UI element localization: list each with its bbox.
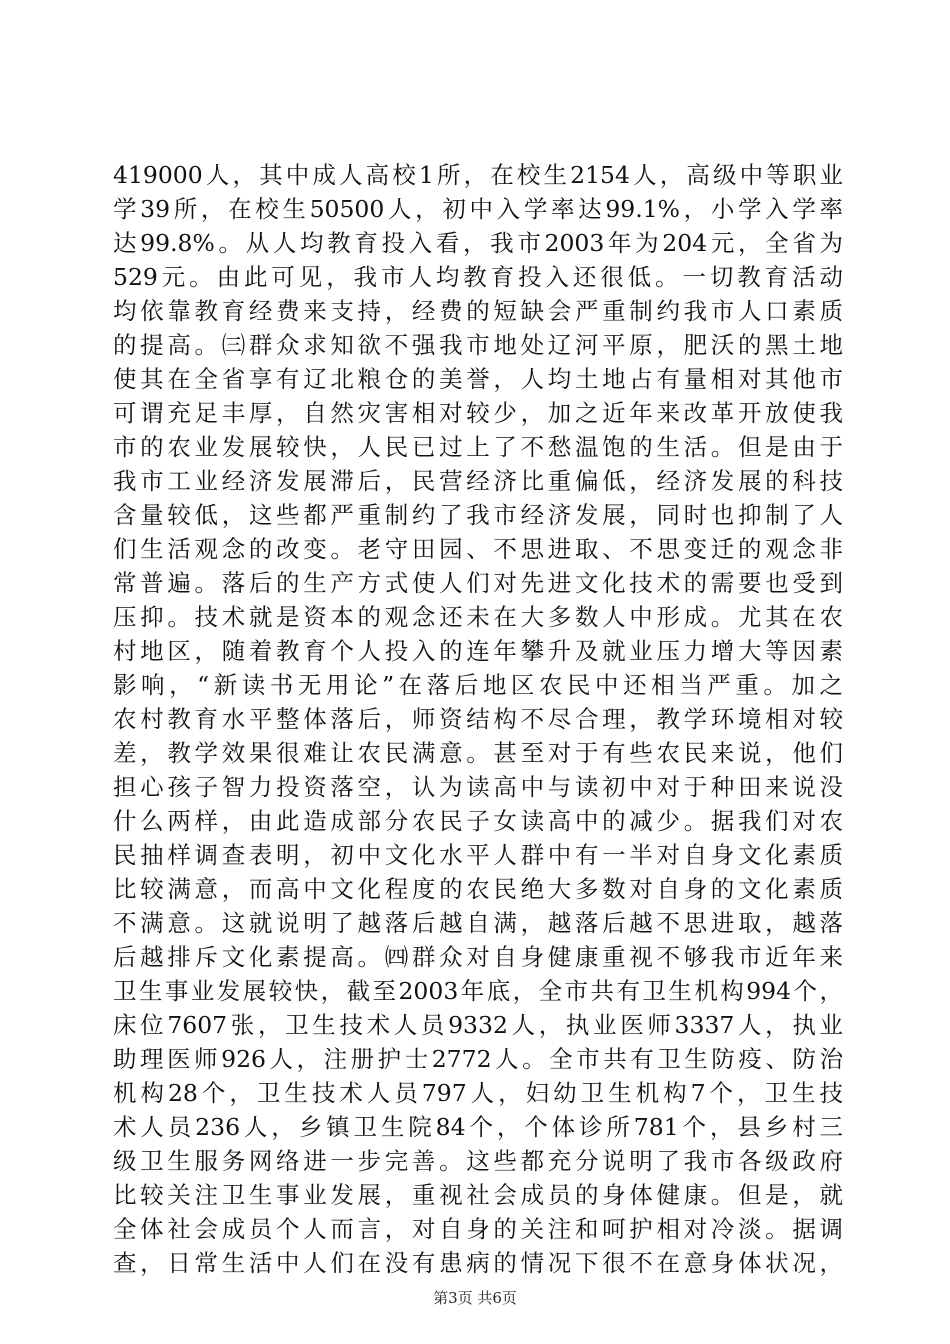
body-text-line: 级卫生服务网络进一步完善。这些都充分说明了我市各级政府 — [113, 1147, 843, 1175]
body-text-line: 助理医师926人，注册护士2772人。全市共有卫生防疫、防治 — [113, 1045, 843, 1073]
body-text-line: 使其在全省享有辽北粮仓的美誉，人均土地占有量相对其他市 — [113, 365, 843, 393]
body-text-line: 全体社会成员个人而言，对自身的关注和呵护相对冷淡。据调 — [113, 1215, 843, 1243]
body-text-line: 419000人，其中成人高校1所，在校生2154人，高级中等职业 — [113, 161, 843, 189]
body-text-line: 差，教学效果很难让农民满意。甚至对于有些农民来说，他们 — [113, 739, 843, 767]
body-text-line: 术人员236人，乡镇卫生院84个，个体诊所781个，县乡村三 — [113, 1113, 843, 1141]
body-text-line: 可谓充足丰厚，自然灾害相对较少，加之近年来改革开放使我 — [113, 399, 843, 427]
body-text-line: 我市工业经济发展滞后，民营经济比重偏低，经济发展的科技 — [113, 467, 843, 495]
body-text-line: 比较关注卫生事业发展，重视社会成员的身体健康。但是，就 — [113, 1181, 843, 1209]
body-text-line: 影响，“新读书无用论”在落后地区农民中还相当严重。加之 — [113, 671, 843, 699]
body-text-line: 卫生事业发展较快，截至2003年底，全市共有卫生机构994个， — [113, 977, 843, 1005]
body-text-line: 比较满意，而高中文化程度的农民绝大多数对自身的文化素质 — [113, 875, 843, 903]
body-text-line: 农村教育水平整体落后，师资结构不尽合理，教学环境相对较 — [113, 705, 843, 733]
body-text-line: 压抑。技术就是资本的观念还未在大多数人中形成。尤其在农 — [113, 603, 843, 631]
body-text-line: 达99.8%。从人均教育投入看，我市2003年为204元，全省为 — [113, 229, 843, 257]
body-text-line: 机构28个，卫生技术人员797人，妇幼卫生机构7个，卫生技 — [113, 1079, 843, 1107]
body-text-line: 常普遍。落后的生产方式使人们对先进文化技术的需要也受到 — [113, 569, 843, 597]
body-text-line: 的提高。㈢群众求知欲不强我市地处辽河平原，肥沃的黑土地 — [113, 331, 843, 359]
page-number-footer: 第3页 共6页 — [433, 1289, 517, 1307]
body-text-line: 担心孩子智力投资落空，认为读高中与读初中对于种田来说没 — [113, 773, 843, 801]
body-text-line: 不满意。这就说明了越落后越自满，越落后越不思进取，越落 — [113, 909, 843, 937]
body-text-line: 529元。由此可见，我市人均教育投入还很低。一切教育活动 — [113, 263, 843, 291]
body-text-line: 均依靠教育经费来支持，经费的短缺会严重制约我市人口素质 — [113, 297, 843, 325]
body-text-line: 含量较低，这些都严重制约了我市经济发展，同时也抑制了人 — [113, 501, 843, 529]
body-text-line: 什么两样，由此造成部分农民子女读高中的减少。据我们对农 — [113, 807, 843, 835]
body-text-line: 民抽样调查表明，初中文化水平人群中有一半对自身文化素质 — [113, 841, 843, 869]
body-text-line: 们生活观念的改变。老守田园、不思进取、不思变迁的观念非 — [113, 535, 843, 563]
body-text — [113, 158, 843, 1280]
body-text-line: 市的农业发展较快，人民已过上了不愁温饱的生活。但是由于 — [113, 433, 843, 461]
body-text-line: 后越排斥文化素提高。㈣群众对自身健康重视不够我市近年来 — [113, 943, 843, 971]
body-text-line: 查，日常生活中人们在没有患病的情况下很不在意身体状况， — [113, 1249, 843, 1277]
body-text-line: 床位7607张，卫生技术人员9332人，执业医师3337人，执业 — [113, 1011, 843, 1039]
body-text-line: 学39所，在校生50500人，初中入学率达99.1%，小学入学率 — [113, 195, 843, 223]
body-text-line: 村地区，随着教育个人投入的连年攀升及就业压力增大等因素 — [113, 637, 843, 665]
